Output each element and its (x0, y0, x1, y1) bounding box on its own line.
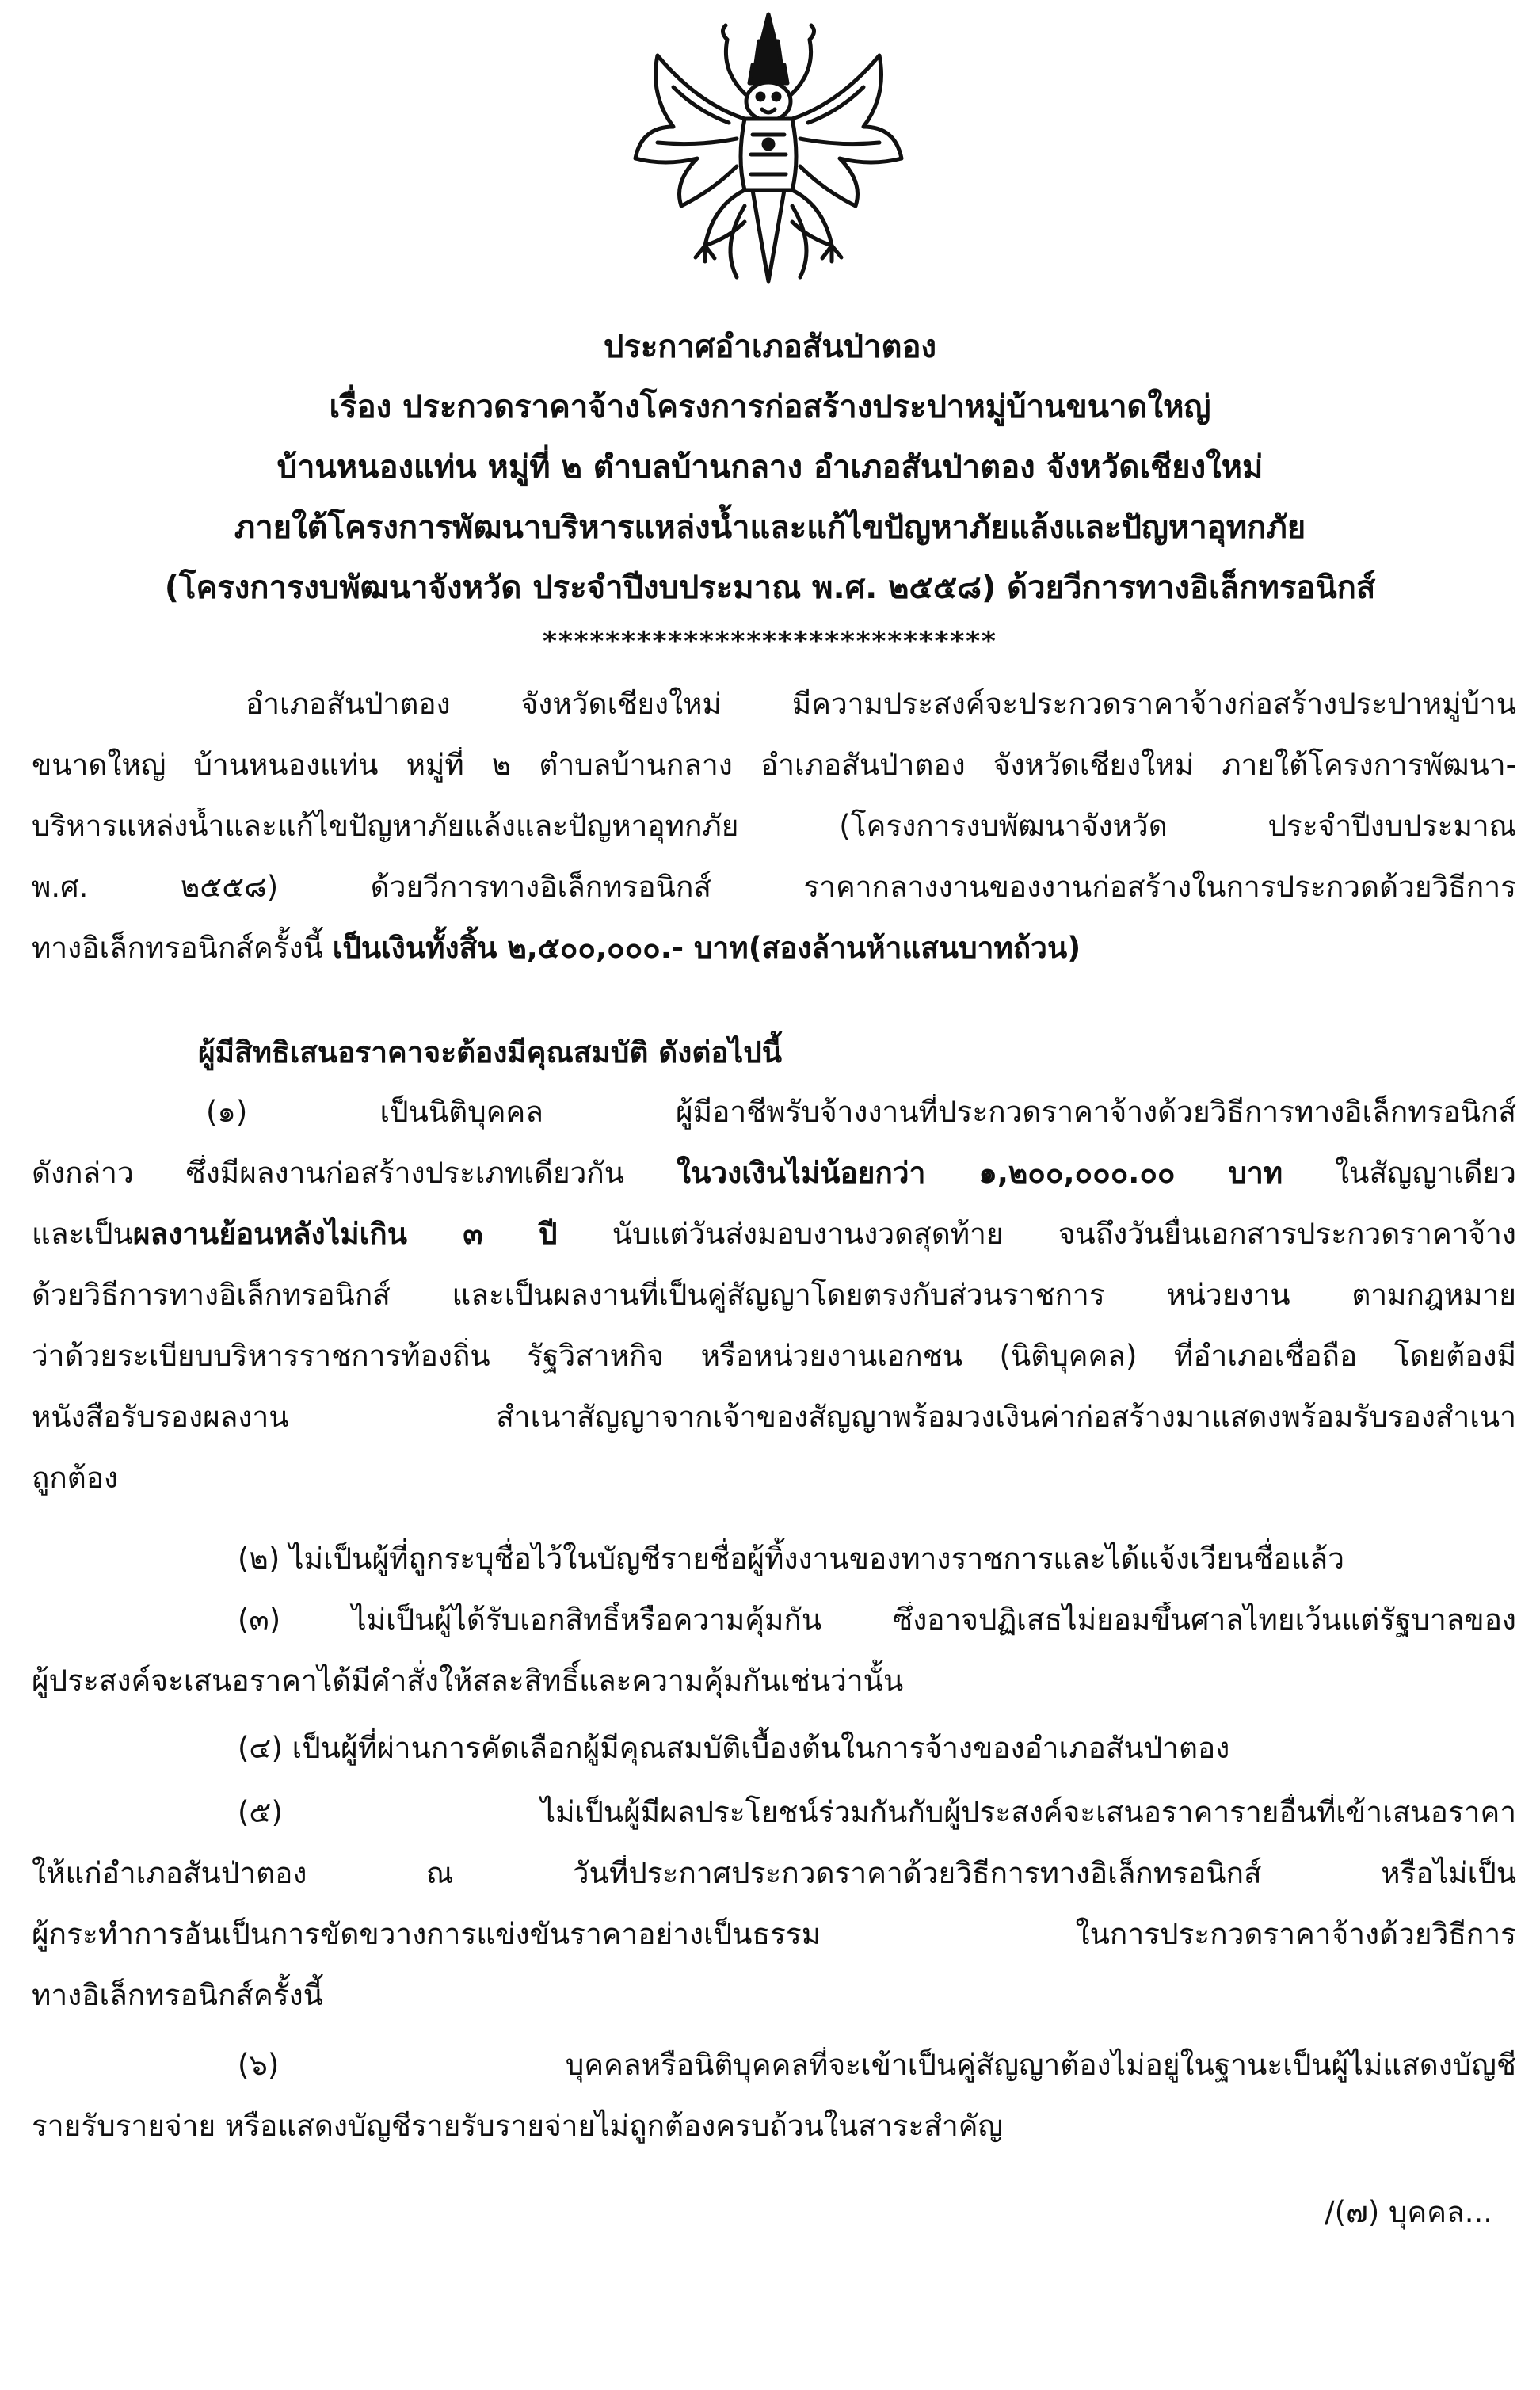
heading-line-5: (โครงการงบพัฒนาจังหวัด ประจำปีงบประมาณ พ.ศ. ๒๕๕๘) ด้วยวีการทางอิเล็กทรอนิกส์ (164, 570, 1376, 606)
qualifications-title: ผู้มีสิทธิเสนอราคาจะต้องมีคุณสมบัติ ดังต่อไปนี้ (198, 1035, 782, 1069)
item-1-min-amount: ในวงเงินไม่น้อยกว่า ๑,๒๐๐,๐๐๐.๐๐ บาท (677, 1156, 1283, 1190)
item-1-line-3-c: นับแต่วันส่งมอบงานงวดสุดท้าย จนถึงวันยื่นเอกสารประกวดราคาจ้าง (557, 1217, 1516, 1251)
intro-price-total: เป็นเงินทั้งสิ้น ๒,๕๐๐,๐๐๐.- บาท(สองล้านห้าแสนบาทถ้วน) (332, 931, 1081, 965)
item-1-line-6: หนังสือรับรองผลงาน สำเนาสัญญาจากเจ้าของสัญญาพร้อมวงเงินค่าก่อสร้างมาแสดงพร้อมรับรองสำเนา (32, 1400, 1516, 1434)
item-5-line-3: ผู้กระทำการอันเป็นการขัดขวางการแข่งขันราคาอย่างเป็นธรรม ในการประกวดราคาจ้างด้วยวิธีการ (32, 1917, 1516, 1951)
intro-line-2: ขนาดใหญ่ บ้านหนองแท่น หมู่ที่ ๒ ตำบลบ้านกลาง อำเภอสันป่าตอง จังหวัดเชียงใหม่ ภายใต้โครงการพัฒนา- (32, 748, 1516, 782)
item-5-line-4: ทางอิเล็กทรอนิกส์ครั้งนี้ (32, 1978, 323, 2012)
item-1-line-4: ด้วยวิธีการทางอิเล็กทรอนิกส์ และเป็นผลงานที่เป็นคู่สัญญาโดยตรงกับส่วนราชการ หน่วยงาน ตามกฎหมาย (32, 1278, 1516, 1312)
heading-line-2: เรื่อง ประกวดราคาจ้างโครงการก่อสร้างประปาหมู่บ้านขนาดใหญ่ (329, 389, 1211, 425)
item-3-line-2: ผู้ประสงค์จะเสนอราคาได้มีคำสั่งให้สละสิทธิ์และความคุ้มกันเช่นว่านั้น (32, 1664, 904, 1698)
item-1-line-5: ว่าด้วยระเบียบบริหารราชการท้องถิ่น รัฐวิสาหกิจ หรือหน่วยงานเอกชน (นิติบุคคล) ที่อำเภอเชื่อถือ โดยต้องมี (32, 1339, 1516, 1373)
garuda-emblem-icon (626, 8, 911, 289)
intro-line-1: อำเภอสันป่าตอง จังหวัดเชียงใหม่ มีความประสงค์จะประกวดราคาจ้างก่อสร้างประปาหมู่บ้าน (246, 687, 1516, 721)
heading-line-4: ภายใต้โครงการพัฒนาบริหารแหล่งน้ำและแก้ไขปัญหาภัยแล้งและปัญหาอุทกภัย (234, 509, 1306, 546)
intro-line-5 (32, 930, 1081, 966)
item-1-line-2-a: ดังกล่าว ซึ่งมีผลงานก่อสร้างประเภทเดียวกัน (32, 1156, 677, 1190)
item-1-line-3 (32, 1216, 1516, 1252)
item-3-line-1: (๓) ไม่เป็นผู้ได้รับเอกสิทธิ์หรือความคุ้มกัน ซึ่งอาจปฏิเสธไม่ยอมขึ้นศาลไทยเว้นแต่รัฐบาลของ (238, 1603, 1516, 1637)
item-1-line-2-c: ในสัญญาเดียว (1283, 1156, 1516, 1190)
item-6-line-2: รายรับรายจ่าย หรือแสดงบัญชีรายรับรายจ่ายไม่ถูกต้องครบถ้วนในสาระสำคัญ (32, 2109, 1004, 2143)
item-4: (๔) เป็นผู้ที่ผ่านการคัดเลือกผู้มีคุณสมบัติเบื้องต้นในการจ้างของอำเภอสันป่าตอง (238, 1731, 1230, 1765)
item-1-line-1: (๑) เป็นนิติบุคคล ผู้มีอาชีพรับจ้างงานที่ประกวดราคาจ้างด้วยวิธีการทางอิเล็กทรอนิกส์ (206, 1095, 1516, 1129)
item-1-line-7: ถูกต้อง (32, 1461, 119, 1495)
continuation-marker: /(๗) บุคคล... (1325, 2195, 1492, 2229)
heading-line-1: ประกาศอำเภอสันป่าตอง (603, 329, 937, 365)
item-2: (๒) ไม่เป็นผู้ที่ถูกระบุชื่อไว้ในบัญชีรายชื่อผู้ทิ้งงานของทางราชการและได้แจ้งเวียนชื่อแล้ว (238, 1542, 1344, 1576)
item-1-past-work: ผลงานย้อนหลังไม่เกิน ๓ ปี (132, 1217, 558, 1251)
intro-line-3: บริหารแหล่งน้ำและแก้ไขปัญหาภัยแล้งและปัญหาอุทกภัย (โครงการงบพัฒนาจังหวัด ประจำปีงบประมาณ (32, 809, 1516, 843)
heading-line-3: บ้านหนองแท่น หมู่ที่ ๒ ตำบลบ้านกลาง อำเภอสันป่าตอง จังหวัดเชียงใหม่ (276, 449, 1264, 486)
item-5-line-2: ให้แก่อำเภอสันป่าตอง ณ วันที่ประกาศประกวดราคาด้วยวิธีการทางอิเล็กทรอนิกส์ หรือไม่เป็น (32, 1856, 1516, 1890)
item-5-line-1: (๕) ไม่เป็นผู้มีผลประโยชน์ร่วมกันกับผู้ประสงค์จะเสนอราคารายอื่นที่เข้าเสนอราคา (238, 1795, 1516, 1829)
intro-line-5-text: ทางอิเล็กทรอนิกส์ครั้งนี้ (32, 931, 333, 965)
intro-line-4: พ.ศ. ๒๕๕๘) ด้วยวีการทางอิเล็กทรอนิกส์ ราคากลางงานของงานก่อสร้างในการประกวดด้วยวิธีการ (32, 870, 1516, 904)
item-1-line-2 (32, 1155, 1516, 1191)
item-1-line-3-a: และเป็น (32, 1217, 133, 1251)
item-6-line-1: (๖) บุคคลหรือนิติบุคคลที่จะเข้าเป็นคู่สัญญาต้องไม่อยู่ในฐานะเป็นผู้ไม่แสดงบัญชี (238, 2048, 1516, 2082)
star-divider: ***************************** (543, 626, 997, 658)
